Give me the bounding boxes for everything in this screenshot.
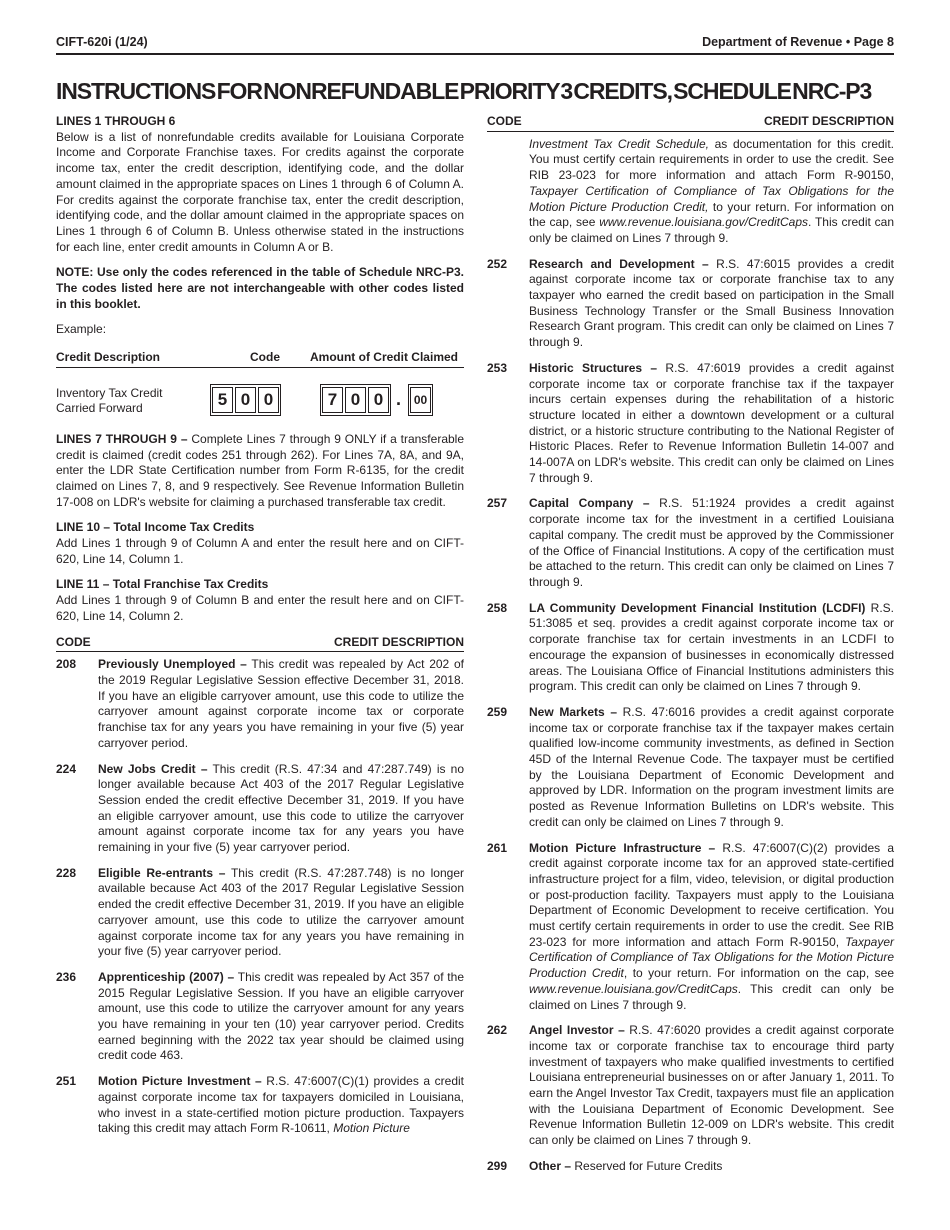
credit-name: Apprenticeship (2007) –: [98, 969, 235, 984]
credit-code: 262: [487, 1023, 508, 1038]
cont-italic: Taxpayer Certification of Compliance of Tax Obligations for the Motion Picture Production Credit,: [529, 183, 894, 214]
code-table-header: [56, 635, 464, 653]
page-title: INSTRUCTIONS FOR NONREFUNDABLE PRIORITY 3 CREDITS, SCHEDULE NRC-P3: [56, 78, 872, 104]
lines7-9-heading: LINES 7 THROUGH 9 –: [56, 431, 188, 446]
credit-text: Reserved for Future Credits: [571, 1158, 723, 1173]
credit-entry: [56, 1074, 464, 1137]
credit-name: Research and Development –: [529, 256, 709, 271]
credit-code: 228: [56, 865, 77, 880]
code-col-label: CODE: [487, 114, 522, 128]
credit-entry: [56, 657, 464, 751]
right-column: [487, 114, 894, 1185]
credit-name: New Jobs Credit –: [98, 761, 208, 776]
desc-col-label: CREDIT DESCRIPTION: [333, 634, 464, 649]
credit-name: Historic Structures –: [529, 360, 658, 375]
line11-body: Add Lines 1 through 9 of Column B and enter the result here and on CIFT-620, Line 14, Column 2.: [56, 593, 464, 623]
credit-entry-continuation: [487, 137, 894, 247]
credit-name: Other –: [529, 1158, 572, 1173]
credit-entry: [56, 970, 464, 1064]
example-description: [56, 386, 163, 416]
credit-italic: Taxpayer Certification of Compliance of Tax Obligations for the Motion Picture Production Credit: [529, 934, 894, 981]
credit-code: 299: [487, 1158, 508, 1173]
lines1-6-heading: LINES 1 THROUGH 6: [56, 114, 176, 128]
example-row: [56, 374, 464, 432]
cont-italic: Investment Tax Credit Schedule,: [529, 136, 709, 151]
credit-code: 257: [487, 496, 508, 511]
credit-text: R.S. 47:6016 provides a credit against corporate income tax or corporate franchise tax if the taxpayer makes certain qualified low-income community investments, as defined in Section 45D of the Internal Revenue Code. The taxpayer must be certified by the Louisiana Department of Economic Development and approved by LDR. Information on the program investment limits are posted as Revenue Information Bulletins on LDR's website. This credit can only be claimed on Lines 7 through 9.: [529, 704, 894, 829]
credit-text: R.S. 47:6020 provides a credit against corporate income tax or corporate franchise tax to encourage third party investment of taxpayers who make qualified investments to certified Louisiana entrepreneurial businesses on or after January 1, 2011. To earn the Angel Investor Tax Credit, taxpayers must file an application with the Louisiana Department of Economic Development. See Revenue Information Bulletin 12-009 on LDR's website. This credit can only be claimed on Lines 7 through 9.: [529, 1023, 894, 1148]
credit-text: This credit (R.S. 47:34 and 47:287.749) is no longer available because Act 403 of the 2017 Regular Legislative Session ended the credit effective December 31, 2019. If you have an eligible carryover amount, use this code to utilize the carryover amount against corporate income tax for any years you have remaining in your five (5) year carryover period.: [98, 761, 465, 855]
credit-italic: Motion Picture: [333, 1121, 410, 1136]
desc-col-label: CREDIT DESCRIPTION: [763, 114, 894, 128]
credit-text: R.S. 47:6007(C)(1) provides a credit against corporate income tax for taxpayers domiciled in Louisiana, who invest in a state-certified motion picture production. Taxpayers taking this credit may attach Form R-10611,: [98, 1074, 464, 1136]
credit-name: Angel Investor –: [529, 1023, 625, 1038]
example-desc-line1: Inventory Tax Credit: [56, 385, 163, 400]
code-table-header: [487, 114, 894, 132]
amount-digit: 7: [322, 387, 343, 413]
credit-code: 259: [487, 704, 508, 719]
cont-text: to your return. For information on the cap, see: [529, 199, 894, 230]
credit-code: 236: [56, 969, 77, 984]
credit-name: Eligible Re-entrants –: [98, 865, 226, 880]
credit-entry: [487, 1023, 894, 1149]
credit-italic: www.revenue.louisiana.gov/CreditCaps: [529, 981, 738, 996]
code-col-label: CODE: [56, 634, 91, 649]
note: NOTE: Use only the codes referenced in the table of Schedule NRC-P3. The codes listed here are not interchangeable with other codes listed in this booklet.: [56, 265, 464, 311]
amount-digit: 0: [345, 387, 366, 413]
credit-code: 224: [56, 761, 77, 776]
credit-entry: [487, 841, 894, 1014]
lines1-6-body: Below is a list of nonrefundable credits available for Louisiana Corporate Income and Corporate Franchise taxes. For credits against the corporate income tax, enter the credit description, identifying code, and the dollar amount claimed in the appropriate spaces on Lines 1 through 6 of Column A. For credits against the corporate franchise tax, enter the credit description, identifying code, and the dollar amount claimed in the appropriate spaces on Lines 1 through 6 of Column B. Unless otherwise stated in the instructions for each line, enter credit amounts in Column A or B.: [56, 129, 464, 254]
credit-entry: [487, 496, 894, 590]
credit-text: R.S. 47:6015 provides a credit against corporate income tax or corporate franchise tax to any taxpayer who earned the credit based on participation in the Small Business Technology Transfer or the Small Business Innovation Research Grant program. This credit can only be claimed on Lines 7 through 9.: [529, 256, 894, 350]
credit-text: This credit was repealed by Act 202 of the 2019 Regular Legislative Session effective December 31, 2018. If you have an eligible carryover amount, use this code to utilize the carryover amount against corporate income tax or corporate franchise tax for any years you have remaining in your five (5) year carryover period.: [98, 657, 464, 750]
example-header: [56, 350, 464, 368]
example-amount-box: [320, 384, 391, 416]
credit-text: , to your return. For information on the cap, see: [623, 966, 895, 981]
credit-entry: [487, 361, 894, 487]
form-id: CIFT-620i (1/24): [56, 35, 148, 49]
code-digit: 0: [235, 387, 256, 413]
line11-heading: LINE 11 – Total Franchise Tax Credits: [56, 577, 269, 592]
left-column: [56, 114, 464, 1147]
credit-entry: [487, 705, 894, 831]
line10-body: Add Lines 1 through 9 of Column A and enter the result here and on CIFT-620, Line 14, Column 1.: [56, 536, 464, 566]
decimal-point: .: [396, 388, 402, 409]
example-label: Example:: [56, 322, 107, 337]
cont-text: . This credit can only be claimed on Lines 7 through 9.: [529, 215, 895, 245]
example-desc-line2: Carried Forward: [56, 400, 143, 415]
credit-text: This credit (R.S. 47:287.748) is no longer available because Act 403 of the 2017 Regular Legislative Session ended the credit effective December 31, 2019. If you have an eligible carryover amount, use this code to utilize the carryover amount against corporate income tax for any years you have remaining in your five (5) year carryover period.: [98, 865, 464, 959]
credit-name: Capital Company –: [529, 496, 650, 511]
credit-text: R.S. 51:1924 provides a credit against corporate income tax for the investment in a certified Louisiana capital company. The credit must be approved by the Commissioner of the Office of Financial Institutions. A copy of the certification must be attached to the return. This credit can only be claimed on Lines 7 through 9.: [529, 496, 894, 589]
credit-text: R.S. 47:6019 provides a credit against corporate income tax or corporate franchise tax if the taxpayer incurs certain expenses during the rehabilitation of a historic structure located in either a downtown development or a cultural district, or a historic structure contributing to the National Register of Historic Places. Refer to Revenue Information Bulletin 14-007 and 14-007A on LDR's website. This credit can only be claimed on Lines 7 through 9.: [529, 360, 894, 485]
col-code: Code: [250, 350, 280, 365]
cont-text: as documentation for this credit. You must certify certain requirements in order to use the credit. See RIB 23-023 for more information and attach Form R-90150,: [529, 136, 894, 183]
credit-code: 258: [487, 600, 508, 615]
cents-digits: 00: [410, 387, 431, 413]
credit-name: New Markets –: [529, 704, 617, 719]
credit-entry: [487, 601, 894, 695]
credit-text: . This credit can only be claimed on Lines 7 through 9.: [529, 981, 894, 1012]
credit-code: 252: [487, 256, 508, 271]
credit-name: Previously Unemployed –: [98, 657, 247, 672]
code-digit: 0: [258, 387, 279, 413]
credit-entry: [56, 866, 464, 960]
cont-italic: www.revenue.louisiana.gov/CreditCaps: [599, 215, 809, 230]
lines7-9-body: Complete Lines 7 through 9 ONLY if a transferable credit is claimed (credit codes 251 through 262). For Lines 7A, 8A, and 9A, enter the LDR State Certification number from Form R-6135, for the credit claimed on Lines 7, 8, and 9 respectively. See Revenue Information Bulletin 17-008 on LDR's website for claiming a purchased transferable tax credit.: [56, 431, 465, 509]
credit-name: Motion Picture Infrastructure –: [529, 840, 716, 855]
lines7-9: [56, 432, 464, 511]
credit-text: R.S. 47:6007(C)(2) provides a credit against corporate income tax for an approved state-certified infrastructure project for a film, video, television, or digital production or post-production facility. Taxpayers must apply to the Louisiana Department of Economic Development to receive certification. You must certify certain requirements in order to use the credit. See RIB 23-023 for more information and attach Form R-90150,: [529, 840, 894, 949]
code-digit: 5: [212, 387, 233, 413]
example-code-box: [210, 384, 281, 416]
credit-code: 253: [487, 360, 508, 375]
credit-entry: [487, 257, 894, 351]
credit-code: 261: [487, 840, 508, 855]
department-page: Department of Revenue • Page 8: [702, 35, 894, 49]
credit-code: 251: [56, 1074, 77, 1089]
line10-heading: LINE 10 – Total Income Tax Credits: [56, 520, 255, 535]
credit-name: LA Community Development Financial Institution (LCDFI): [529, 600, 866, 615]
credit-text: This credit was repealed by Act 357 of the 2015 Regular Legislative Session. If you have an eligible carryover amount, use this code to utilize the carryover amount for any years you have remaining in your ten (10) year carryover period. Credits earned beginning with the 2022 tax year should be claimed using credit code 463.: [98, 969, 464, 1063]
col-amount: Amount of Credit Claimed: [309, 350, 458, 365]
page-header: [56, 33, 894, 55]
col-credit-description: Credit Description: [56, 350, 161, 365]
credit-entry: [487, 1159, 894, 1175]
amount-digit: 0: [368, 387, 389, 413]
credit-entry: [56, 762, 464, 856]
credit-name: Motion Picture Investment –: [98, 1074, 262, 1089]
credit-code: 208: [56, 657, 77, 672]
credit-text: R.S. 51:3085 et seq. provides a credit against corporate income tax or corporate franchise tax for certain investments in an LCDFI to encourage the expansion of businesses in economically distressed areas. The Louisiana Office of Financial Institutions administers this program. This credit can only be claimed on Lines 7 through 9.: [529, 600, 894, 694]
example-cents-box: [408, 384, 433, 416]
